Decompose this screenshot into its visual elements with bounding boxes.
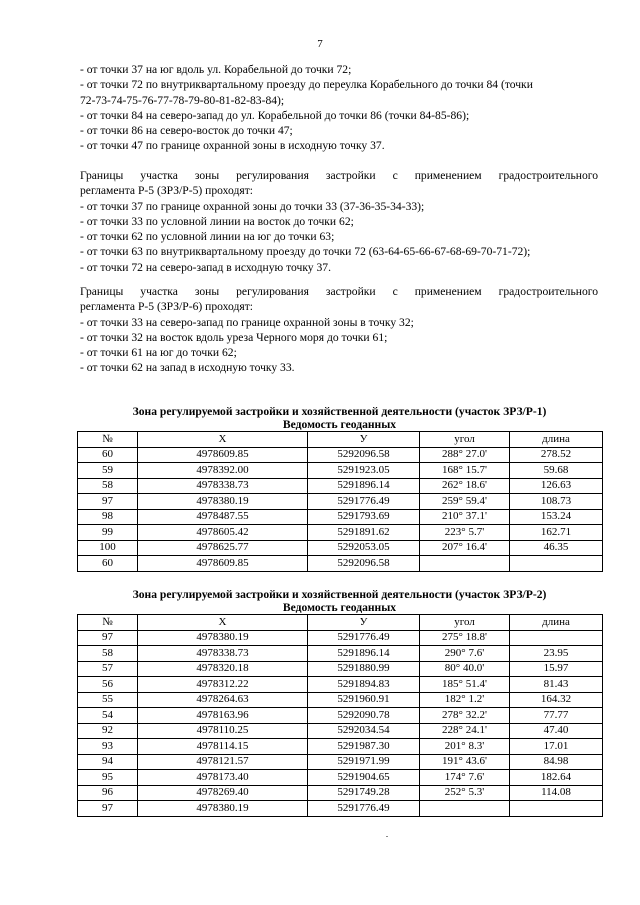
- table-row: [78, 770, 603, 786]
- cell-length: 126.63: [510, 478, 603, 494]
- cell-y: 5291896.14: [308, 646, 420, 662]
- cell-length: 164.32: [510, 692, 603, 708]
- cell-length: 278.52: [510, 447, 603, 463]
- cell-x: 4978163.96: [138, 708, 308, 724]
- cell-angle: 288° 27.0': [420, 447, 510, 463]
- cell-number: 94: [78, 754, 138, 770]
- cell-x: 4978625.77: [138, 540, 308, 556]
- list-item: - от точки 72 на северо-запад в исходную точку 37.: [80, 260, 331, 274]
- cell-number: 58: [78, 478, 138, 494]
- cell-x: 4978605.42: [138, 525, 308, 541]
- cell-length: 162.71: [510, 525, 603, 541]
- list-item: - от точки 63 по внутриквартальному проезду до точки 72 (63-64-65-66-67-68-69-70-71-72);: [80, 245, 531, 259]
- cell-number: 93: [78, 739, 138, 755]
- list-item: - от точки 72 по внутриквартальному проезду до переулка Корабельного до точки 84 (точки: [80, 78, 533, 92]
- list-item: - от точки 86 на северо-восток до точки 47;: [80, 124, 293, 138]
- cell-y: 5291896.14: [308, 478, 420, 494]
- intro-boundary-list: [80, 62, 598, 154]
- cell-x: 4978609.85: [138, 556, 308, 572]
- table1-title-block: [77, 405, 602, 431]
- cell-length: [510, 556, 603, 572]
- table-row: [78, 525, 603, 541]
- column-header-length: длина: [510, 615, 603, 631]
- list-item: - от точки 61 на юг до точки 62;: [80, 346, 237, 360]
- cell-number: 99: [78, 525, 138, 541]
- table-row: [78, 447, 603, 463]
- cell-length: 59.68: [510, 463, 603, 479]
- cell-number: 60: [78, 447, 138, 463]
- cell-angle: [420, 801, 510, 817]
- cell-angle: [420, 556, 510, 572]
- column-header-length: длина: [510, 432, 603, 448]
- table-row: [78, 677, 603, 693]
- cell-angle: 228° 24.1': [420, 723, 510, 739]
- cell-x: 4978487.55: [138, 509, 308, 525]
- section-p5: [80, 168, 598, 275]
- table-header-row: [78, 615, 603, 631]
- cell-angle: 210° 37.1': [420, 509, 510, 525]
- table-row: [78, 646, 603, 662]
- cell-number: 100: [78, 540, 138, 556]
- cell-x: 4978110.25: [138, 723, 308, 739]
- section-p5-heading-line1: Границы участка зоны регулирования застройки с применением градостроительного: [80, 169, 598, 182]
- list-item: - от точки 37 на юг вдоль ул. Корабельной до точки 72;: [80, 63, 352, 76]
- list-item: - от точки 47 по границе охранной зоны в исходную точку 37.: [80, 139, 385, 153]
- list-item: - от точки 33 по условной линии на восток до точки 62;: [80, 214, 354, 228]
- cell-angle: 182° 1.2': [420, 692, 510, 708]
- cell-number: 97: [78, 801, 138, 817]
- cell-number: 98: [78, 509, 138, 525]
- cell-length: [510, 801, 603, 817]
- list-item: - от точки 84 на северо-запад до ул. Корабельной до точки 86 (точки 84-85-86);: [80, 108, 470, 122]
- cell-length: 108.73: [510, 494, 603, 510]
- cell-y: 5291987.30: [308, 739, 420, 755]
- cell-number: 95: [78, 770, 138, 786]
- cell-y: 5291894.83: [308, 677, 420, 693]
- cell-angle: 201° 8.3': [420, 739, 510, 755]
- table-row: [78, 478, 603, 494]
- cell-length: 114.08: [510, 785, 603, 801]
- cell-x: 4978380.19: [138, 494, 308, 510]
- cell-length: 46.35: [510, 540, 603, 556]
- cell-number: 96: [78, 785, 138, 801]
- cell-angle: 290° 7.6': [420, 646, 510, 662]
- cell-y: 5292034.54: [308, 723, 420, 739]
- cell-number: 97: [78, 630, 138, 646]
- cell-number: 56: [78, 677, 138, 693]
- cell-y: 5291891.62: [308, 525, 420, 541]
- cell-y: 5291776.49: [308, 801, 420, 817]
- cell-x: 4978320.18: [138, 661, 308, 677]
- column-header-angle: угол: [420, 615, 510, 631]
- cell-number: 55: [78, 692, 138, 708]
- cell-x: 4978380.19: [138, 801, 308, 817]
- cell-x: 4978264.63: [138, 692, 308, 708]
- table-row: [78, 630, 603, 646]
- section-p5-heading-line2: регламента Р-5 (ЗРЗ/Р-5) проходят:: [80, 184, 253, 198]
- cell-length: 17.01: [510, 739, 603, 755]
- section-p6-heading-line1: Границы участка зоны регулирования застройки с применением градостроительного: [80, 285, 598, 298]
- cell-x: 4978269.40: [138, 785, 308, 801]
- cell-x: 4978392.00: [138, 463, 308, 479]
- cell-length: 47.40: [510, 723, 603, 739]
- cell-x: 4978338.73: [138, 478, 308, 494]
- cell-y: 5292096.58: [308, 556, 420, 572]
- cell-number: 97: [78, 494, 138, 510]
- cell-y: 5292090.78: [308, 708, 420, 724]
- section-p5-heading: [80, 168, 598, 199]
- section-p6: [80, 284, 598, 376]
- table-row: [78, 739, 603, 755]
- cell-x: 4978173.40: [138, 770, 308, 786]
- cell-length: 84.98: [510, 754, 603, 770]
- list-item: - от точки 37 по границе охранной зоны до точки 33 (37-36-35-34-33);: [80, 199, 425, 213]
- scan-mark: [386, 836, 388, 837]
- cell-length: 15.97: [510, 661, 603, 677]
- cell-x: 4978380.19: [138, 630, 308, 646]
- table-row: [78, 785, 603, 801]
- cell-angle: 185° 51.4': [420, 677, 510, 693]
- cell-angle: 174° 7.6': [420, 770, 510, 786]
- section-p6-heading-line2: регламента Р-5 (ЗРЗ/Р-6) проходят:: [80, 300, 253, 314]
- table2-subtitle: Ведомость геоданных: [282, 601, 397, 614]
- list-item: 72-73-74-75-76-77-78-79-80-81-82-83-84);: [80, 93, 285, 107]
- cell-angle: 207° 16.4': [420, 540, 510, 556]
- cell-y: 5291960.91: [308, 692, 420, 708]
- table-row: [78, 692, 603, 708]
- column-header-y: У: [308, 432, 420, 448]
- list-item: - от точки 62 по условной линии на юг до точки 63;: [80, 230, 335, 244]
- cell-number: 58: [78, 646, 138, 662]
- table1-title: Зона регулируемой застройки и хозяйственной деятельности (участок ЗРЗ/Р-1): [132, 405, 547, 418]
- table-header-row: [78, 432, 603, 448]
- cell-length: 77.77: [510, 708, 603, 724]
- table1-body: [78, 447, 603, 571]
- cell-angle: 191° 43.6': [420, 754, 510, 770]
- table2-title-block: [77, 588, 602, 614]
- cell-angle: 223° 5.7': [420, 525, 510, 541]
- cell-angle: 262° 18.6': [420, 478, 510, 494]
- cell-number: 60: [78, 556, 138, 572]
- cell-angle: 275° 18.8': [420, 630, 510, 646]
- list-item: - от точки 62 на запад в исходную точку 33.: [80, 361, 295, 375]
- cell-x: 4978338.73: [138, 646, 308, 662]
- cell-x: 4978609.85: [138, 447, 308, 463]
- cell-angle: 278° 32.2': [420, 708, 510, 724]
- column-header-x: Х: [138, 615, 308, 631]
- cell-y: 5291904.65: [308, 770, 420, 786]
- table-row: [78, 509, 603, 525]
- cell-number: 92: [78, 723, 138, 739]
- geodata-table-2: [77, 614, 603, 817]
- column-header-number: №: [78, 615, 138, 631]
- cell-angle: 80° 40.0': [420, 661, 510, 677]
- list-item: - от точки 32 на восток вдоль уреза Черного моря до точки 61;: [80, 330, 388, 344]
- cell-length: 182.64: [510, 770, 603, 786]
- cell-number: 54: [78, 708, 138, 724]
- cell-angle: 252° 5.3': [420, 785, 510, 801]
- cell-y: 5291880.99: [308, 661, 420, 677]
- cell-angle: 259° 59.4': [420, 494, 510, 510]
- cell-y: 5291971.99: [308, 754, 420, 770]
- cell-length: 153.24: [510, 509, 603, 525]
- table-row: [78, 494, 603, 510]
- cell-y: 5291776.49: [308, 630, 420, 646]
- page-number: 7: [317, 38, 323, 50]
- column-header-angle: угол: [420, 432, 510, 448]
- cell-x: 4978312.22: [138, 677, 308, 693]
- cell-x: 4978114.15: [138, 739, 308, 755]
- table-row: [78, 708, 603, 724]
- cell-angle: 168° 15.7': [420, 463, 510, 479]
- cell-y: 5292053.05: [308, 540, 420, 556]
- table2-title: Зона регулируемой застройки и хозяйственной деятельности (участок ЗРЗ/Р-2): [132, 588, 547, 601]
- cell-number: 59: [78, 463, 138, 479]
- cell-number: 57: [78, 661, 138, 677]
- cell-y: 5291923.05: [308, 463, 420, 479]
- column-header-x: Х: [138, 432, 308, 448]
- column-header-y: У: [308, 615, 420, 631]
- table-row: [78, 801, 603, 817]
- table2-body: [78, 630, 603, 816]
- table-row: [78, 463, 603, 479]
- table-row: [78, 661, 603, 677]
- section-p6-heading: [80, 284, 598, 315]
- geodata-table-1: [77, 431, 603, 572]
- cell-length: [510, 630, 603, 646]
- table-row: [78, 556, 603, 572]
- table-row: [78, 540, 603, 556]
- cell-y: 5291793.69: [308, 509, 420, 525]
- cell-y: 5291749.28: [308, 785, 420, 801]
- table-row: [78, 723, 603, 739]
- table1-subtitle: Ведомость геоданных: [282, 418, 397, 431]
- column-header-number: №: [78, 432, 138, 448]
- cell-length: 23.95: [510, 646, 603, 662]
- cell-length: 81.43: [510, 677, 603, 693]
- cell-y: 5292096.58: [308, 447, 420, 463]
- cell-y: 5291776.49: [308, 494, 420, 510]
- list-item: - от точки 33 на северо-запад по границе охранной зоны в точку 32;: [80, 315, 414, 329]
- table-row: [78, 754, 603, 770]
- cell-x: 4978121.57: [138, 754, 308, 770]
